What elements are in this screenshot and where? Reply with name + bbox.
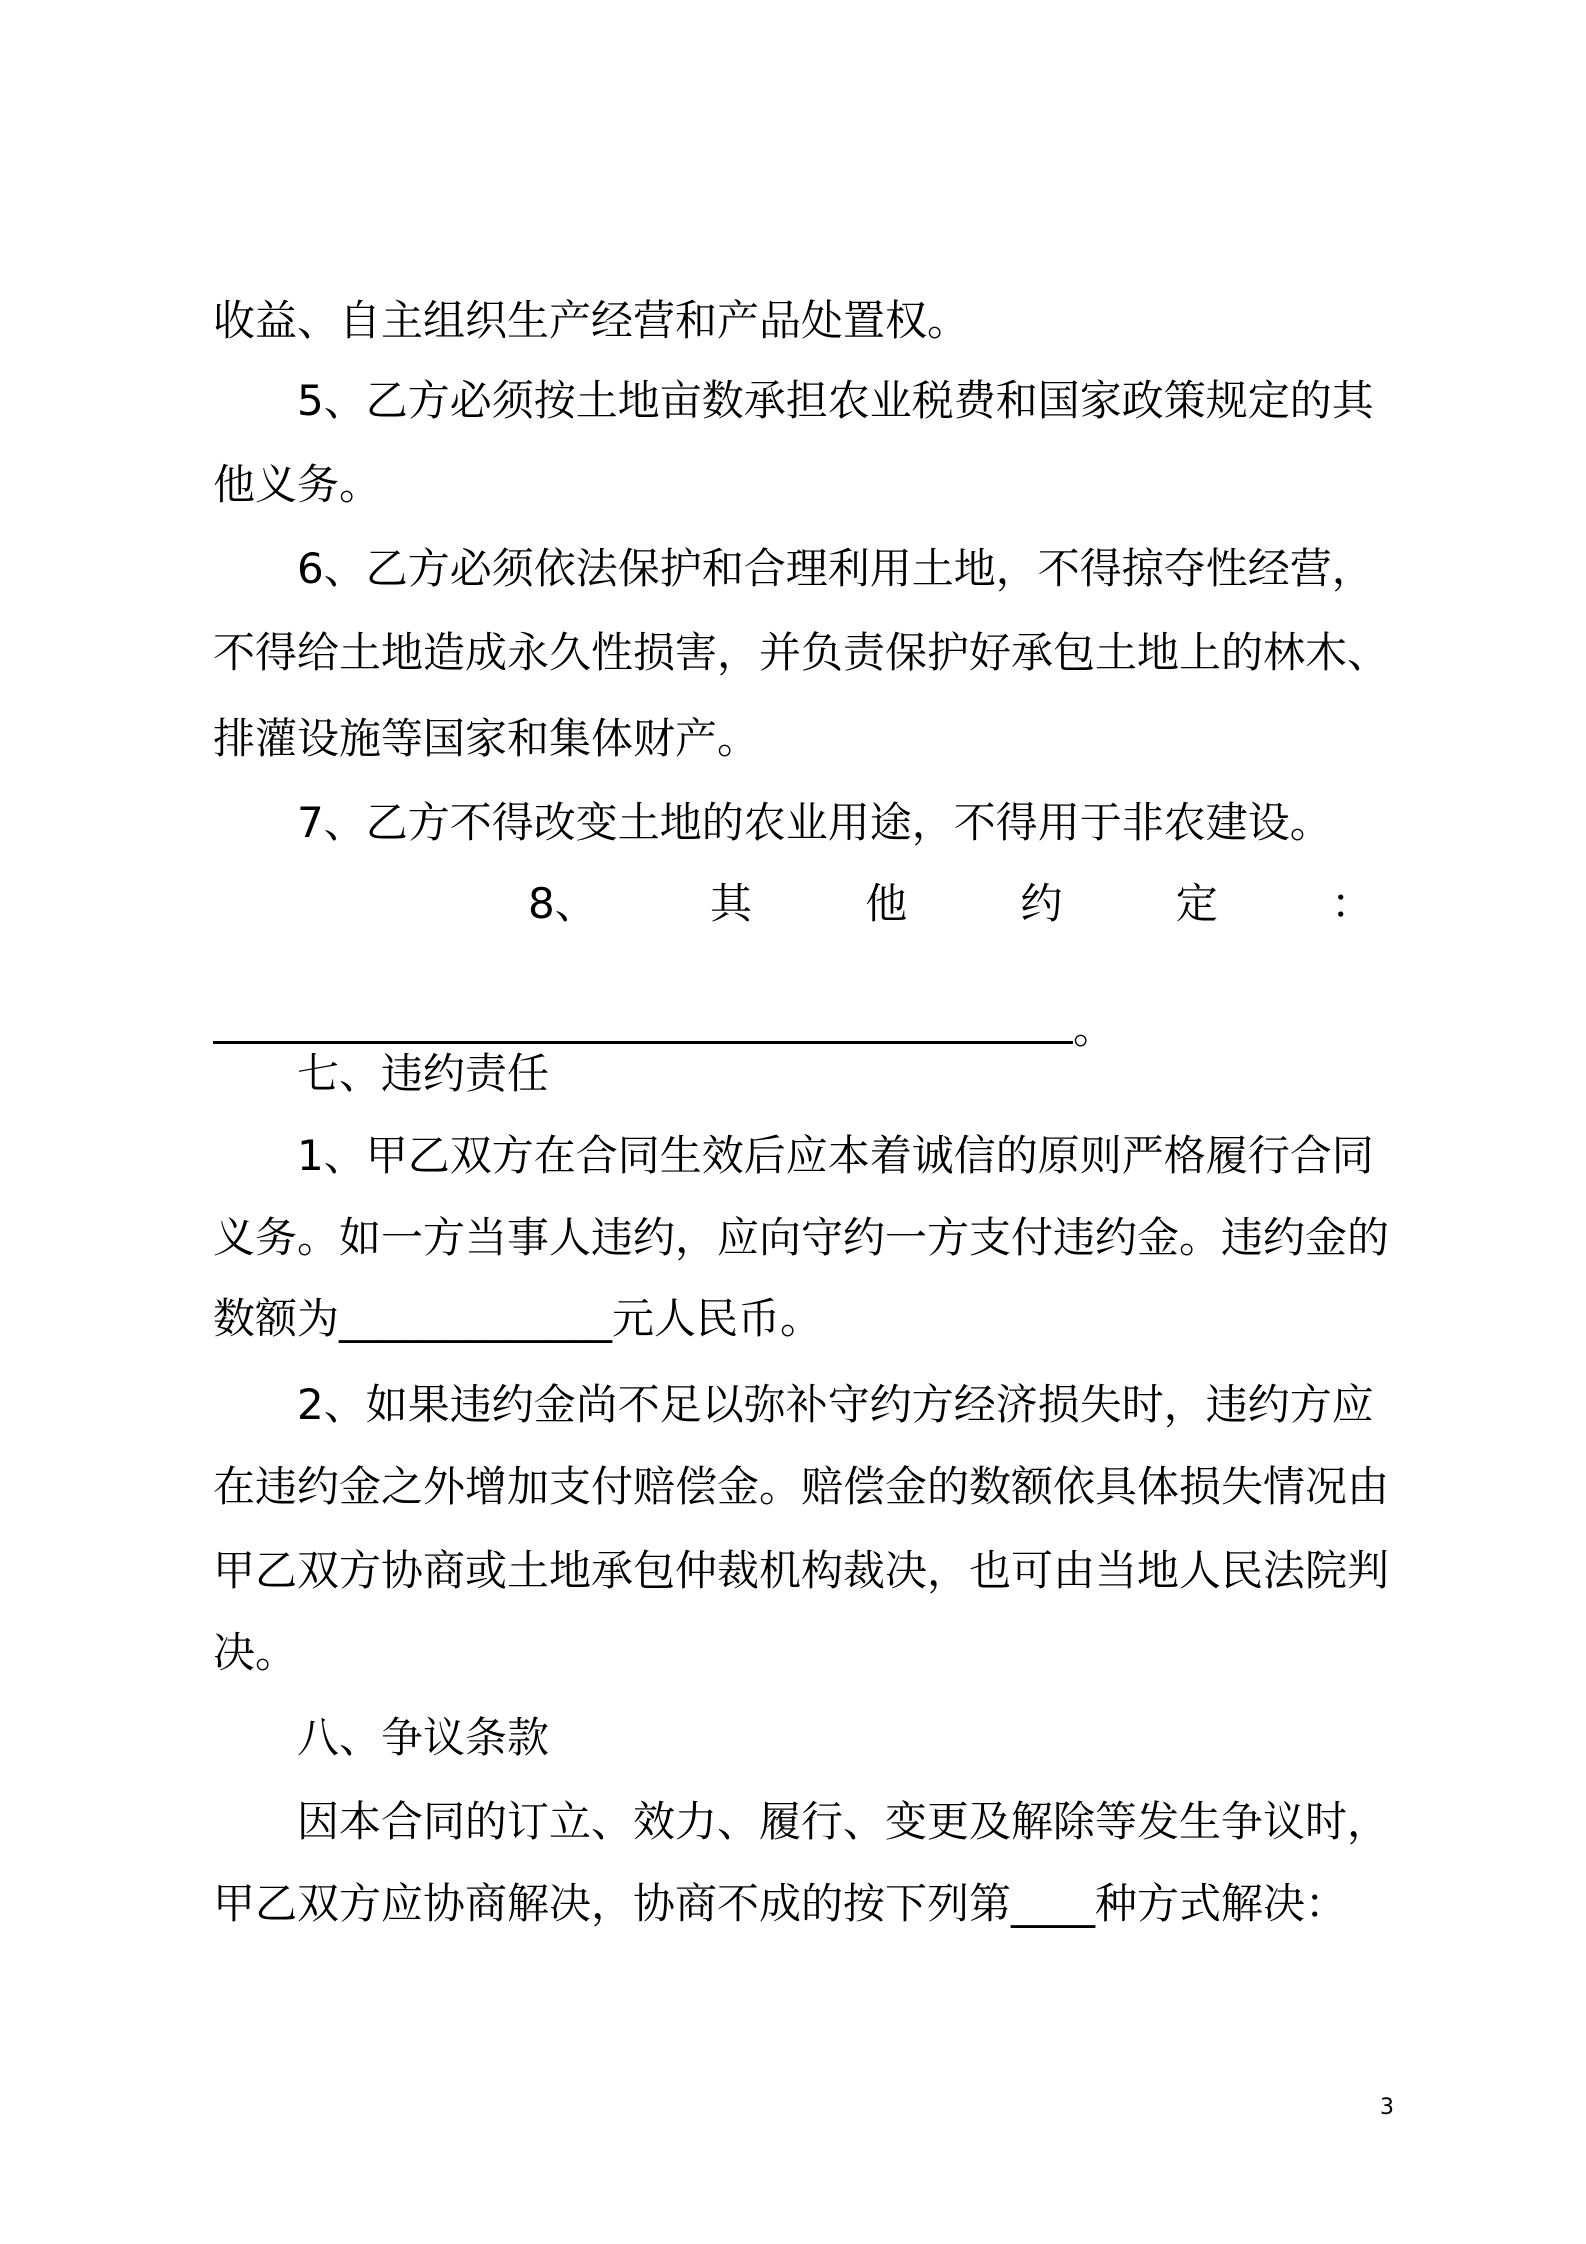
section-heading: 八、争议条款 xyxy=(297,1713,550,1762)
paragraph-line: 排灌设施等国家和集体财产。 xyxy=(213,714,760,763)
item-8-period: 。 xyxy=(1073,1004,1116,1053)
item-8-char: 定 xyxy=(1175,879,1218,928)
paragraph-line: 7、乙方不得改变土地的农业用途，不得用于非农建设。 xyxy=(297,798,1332,847)
fill-in-underline xyxy=(213,1003,1073,1044)
paragraph-line: 数额为_____________元人民币。 xyxy=(213,1294,823,1343)
paragraph-line: 因本合同的订立、效力、履行、变更及解除等发生争议时， xyxy=(297,1797,1390,1846)
paragraph-line: 收益、自主组织生产经营和产品处置权。 xyxy=(213,296,970,345)
paragraph-line: 决。 xyxy=(213,1628,298,1677)
paragraph-line: 他义务。 xyxy=(213,460,382,509)
paragraph-line: 义务。如一方当事人违约，应向守约一方支付违约金。违约金的 xyxy=(213,1213,1390,1262)
item-8-line xyxy=(528,878,1373,930)
item-8-char: 他 xyxy=(865,879,908,928)
section-heading: 七、违约责任 xyxy=(297,1049,550,1098)
paragraph-line: 6、乙方必须依法保护和合理利用土地，不得掠夺性经营， xyxy=(297,544,1374,593)
item-8-char: 约 xyxy=(1020,879,1063,928)
paragraph-line: 甲乙双方应协商解决，协商不成的按下列第____种方式解决： xyxy=(213,1879,1348,1928)
paragraph-line: 不得给土地造成永久性损害，并负责保护好承包土地上的林木、 xyxy=(213,628,1390,677)
item-8-char: 其 xyxy=(709,879,752,928)
paragraph-line: 1、甲乙双方在合同生效后应本着诚信的原则严格履行合同 xyxy=(297,1131,1374,1180)
paragraph-line: 2、如果违约金尚不足以弥补守约方经济损失时，违约方应 xyxy=(297,1380,1374,1429)
paragraph-line: 5、乙方必须按土地亩数承担农业税费和国家政策规定的其 xyxy=(297,376,1374,425)
page-number: 3 xyxy=(1380,2095,1394,2120)
paragraph-line: 在违约金之外增加支付赔偿金。赔偿金的数额依具体损失情况由 xyxy=(213,1462,1390,1511)
item-8-number: 8、 xyxy=(528,879,597,928)
item-8-colon: ： xyxy=(1330,879,1373,928)
paragraph-line: 甲乙双方协商或土地承包仲裁机构裁决，也可由当地人民法院判 xyxy=(213,1546,1390,1595)
